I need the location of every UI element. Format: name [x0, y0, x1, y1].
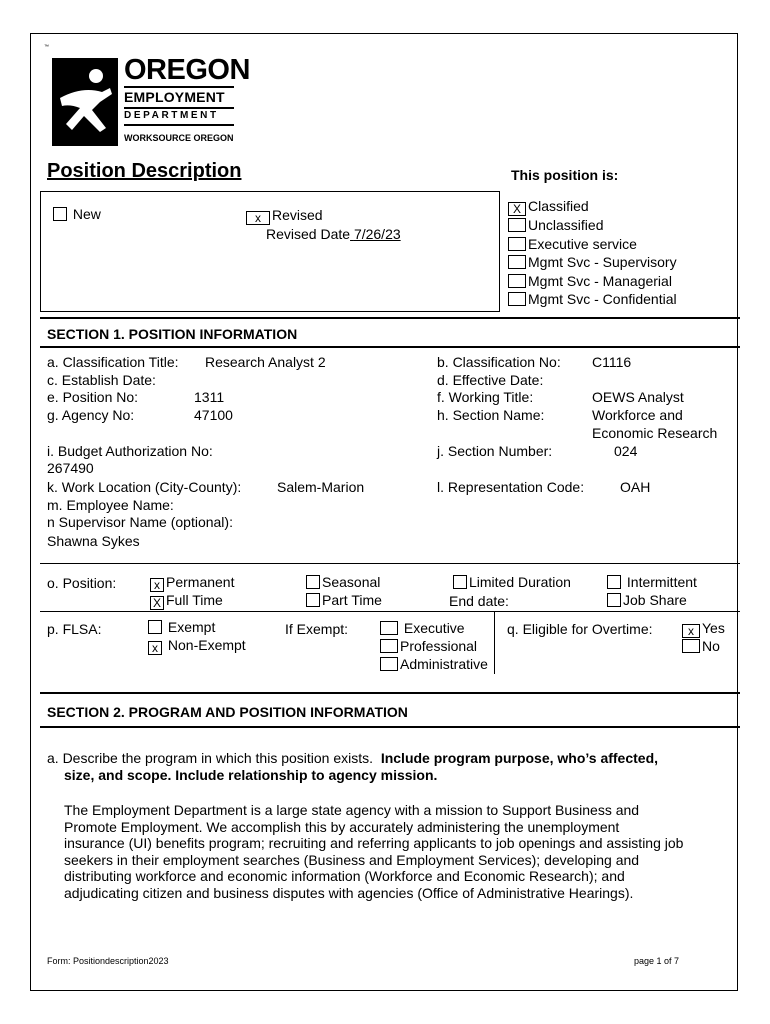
professional-option[interactable] — [380, 638, 477, 654]
overtime-no-option[interactable] — [682, 638, 720, 654]
position-type-unclassified[interactable] — [508, 216, 677, 235]
job-share-label: Job Share — [623, 592, 687, 608]
exempt-label: Exempt — [167, 619, 216, 635]
program-question-bold-2: size, and scope. Include relationship to agency mission. — [64, 767, 438, 783]
part-time-label: Part Time — [322, 592, 382, 608]
revised-label: Revised — [272, 207, 323, 223]
work-location-value: Salem-Marion — [277, 479, 365, 495]
exempt-checkbox[interactable] — [148, 620, 162, 634]
exempt-option[interactable] — [148, 619, 215, 635]
permanent-label: Permanent — [166, 574, 235, 590]
seasonal-label: Seasonal — [322, 574, 381, 590]
section2-header: SECTION 2. PROGRAM AND POSITION INFORMATION — [47, 704, 408, 720]
overtime-no-checkbox[interactable] — [682, 639, 700, 653]
revised-date-value: 7/26/23 — [353, 226, 401, 242]
permanent-option[interactable] — [150, 574, 234, 592]
overtime-yes-option[interactable] — [682, 620, 725, 638]
professional-checkbox[interactable] — [380, 639, 398, 653]
section-name-label: h. Section Name: — [437, 407, 545, 423]
revised-option[interactable] — [246, 207, 323, 225]
classification-no-value: C1116 — [592, 354, 632, 370]
footer-page-number: page 1 of 7 — [634, 956, 680, 966]
position-no-value: 1311 — [194, 389, 225, 405]
executive-label: Executive — [403, 620, 465, 636]
new-label: New — [72, 206, 101, 222]
confidential-checkbox[interactable] — [508, 292, 526, 306]
position-type-executive[interactable] — [508, 235, 677, 254]
logo-worksource: WORKSOURCE OREGON — [124, 133, 234, 143]
permanent-checkbox[interactable]: x — [150, 578, 164, 592]
limited-duration-checkbox[interactable] — [453, 575, 467, 589]
working-title-value: OEWS Analyst — [592, 389, 684, 405]
part-time-option[interactable] — [306, 592, 382, 608]
program-description-line: The Employment Department is a large state agency with a mission to Support Business and — [64, 802, 640, 818]
working-title-label: f. Working Title: — [437, 389, 534, 405]
managerial-checkbox[interactable] — [508, 274, 526, 288]
rep-code-label: l. Representation Code: — [437, 479, 585, 495]
logo-oregon: OREGON — [124, 54, 250, 86]
agency-no-label: g. Agency No: — [47, 407, 135, 423]
section-name-value-1: Workforce and — [592, 407, 683, 423]
position-label: o. Position: — [47, 575, 117, 591]
program-question-line1 — [47, 750, 658, 766]
classified-label: Classified — [528, 198, 589, 214]
work-location-label: k. Work Location (City-County): — [47, 479, 242, 495]
supervisor-name-value: Shawna Sykes — [47, 533, 140, 549]
job-share-checkbox[interactable] — [607, 593, 621, 607]
intermittent-checkbox[interactable] — [607, 575, 621, 589]
intermittent-option[interactable] — [607, 574, 697, 590]
classification-title-label: a. Classification Title: — [47, 354, 179, 370]
end-date-label: End date: — [449, 593, 509, 609]
footer-form-id: Form: Positiondescription2023 — [47, 956, 169, 966]
non-exempt-label: Non-Exempt — [167, 637, 246, 653]
revised-date-label: Revised Date — [266, 226, 351, 242]
revised-checkbox[interactable]: x — [246, 211, 270, 225]
program-description-line: distributing workforce and economic information (Workforce and Economic Research); and — [64, 868, 625, 885]
section-name-value-2: Economic Research — [592, 425, 718, 441]
rep-code-value: OAH — [620, 479, 651, 495]
seasonal-checkbox[interactable] — [306, 575, 320, 589]
supervisor-name-label: n Supervisor Name (optional): — [47, 514, 233, 530]
administrative-label: Administrative — [400, 656, 488, 672]
limited-duration-option[interactable] — [453, 574, 571, 590]
flsa-label: p. FLSA: — [47, 621, 102, 637]
section-number-value: 024 — [614, 443, 638, 459]
classified-checkbox[interactable]: X — [508, 202, 526, 216]
if-exempt-label: If Exempt: — [285, 621, 349, 637]
revised-date — [266, 226, 401, 242]
executive-service-checkbox[interactable] — [508, 237, 526, 251]
position-type-managerial[interactable] — [508, 272, 677, 291]
new-option[interactable] — [53, 206, 101, 222]
administrative-option[interactable] — [380, 656, 488, 672]
full-time-option[interactable] — [150, 592, 223, 610]
section1-header: SECTION 1. POSITION INFORMATION — [47, 326, 298, 342]
tm-mark: ™ — [44, 44, 49, 50]
position-is-label: This position is: — [511, 167, 619, 183]
position-type-confidential[interactable] — [508, 290, 677, 309]
program-description-line: seekers in their employment searches (Business and Employment Services); developing and — [64, 851, 640, 868]
program-description-line: insurance (UI) benefits program; recruiting and referring applicants to job openings and assisting job — [64, 835, 684, 852]
executive-option[interactable] — [380, 620, 465, 636]
agency-no-value: 47100 — [194, 407, 233, 423]
new-checkbox[interactable] — [53, 207, 67, 221]
program-description — [64, 802, 683, 902]
establish-date-label: c. Establish Date: — [47, 372, 156, 388]
intermittent-label: Intermittent — [626, 574, 697, 590]
classification-title-value: Research Analyst 2 — [205, 354, 326, 370]
position-type-supervisory[interactable] — [508, 253, 677, 272]
overtime-yes-label: Yes — [702, 620, 725, 636]
professional-label: Professional — [400, 638, 478, 654]
executive-service-label: Executive service — [528, 235, 637, 252]
non-exempt-checkbox[interactable]: x — [148, 641, 162, 655]
program-question-text: a. Describe the program in which this position exists. — [47, 750, 374, 766]
classification-no-label: b. Classification No: — [437, 354, 561, 370]
supervisory-checkbox[interactable] — [508, 255, 526, 269]
logo-department: DEPARTMENT — [124, 110, 219, 121]
effective-date-label: d. Effective Date: — [437, 372, 544, 388]
supervisory-label: Mgmt Svc - Supervisory — [528, 254, 677, 271]
unclassified-checkbox[interactable] — [508, 218, 526, 232]
overtime-yes-checkbox[interactable]: x — [682, 624, 700, 638]
executive-checkbox[interactable] — [380, 621, 398, 635]
logo-employment: EMPLOYMENT — [124, 89, 225, 105]
budget-auth-label: i. Budget Authorization No: — [47, 443, 213, 459]
unclassified-label: Unclassified — [528, 217, 604, 233]
employee-name-label: m. Employee Name: — [47, 497, 174, 513]
job-share-option[interactable] — [607, 592, 687, 608]
overtime-no-label: No — [702, 638, 720, 654]
limited-duration-label: Limited Duration — [469, 574, 571, 590]
confidential-label: Mgmt Svc - Confidential — [528, 291, 677, 308]
position-type-list — [508, 197, 677, 309]
section-number-label: j. Section Number: — [437, 443, 553, 459]
non-exempt-option[interactable] — [148, 637, 246, 655]
position-no-label: e. Position No: — [47, 389, 139, 405]
page-title: Position Description — [47, 160, 242, 182]
position-type-classified[interactable] — [508, 197, 677, 216]
logo-runner-icon — [52, 58, 118, 146]
program-question-bold-1: Include program purpose, who’s affected, — [380, 750, 659, 766]
seasonal-option[interactable] — [306, 574, 380, 590]
full-time-checkbox[interactable]: X — [150, 596, 164, 610]
managerial-label: Mgmt Svc - Managerial — [528, 272, 672, 289]
budget-auth-value: 267490 — [47, 460, 94, 476]
administrative-checkbox[interactable] — [380, 657, 398, 671]
full-time-label: Full Time — [166, 592, 223, 608]
program-description-line: adjudicating citizen and business disputes with agencies (Office of Administrative Hearings). — [64, 884, 634, 901]
overtime-label: q. Eligible for Overtime: — [507, 621, 653, 637]
program-description-line: Promote Employment. We accomplish this by accurately administering the unemployment — [64, 818, 620, 835]
part-time-checkbox[interactable] — [306, 593, 320, 607]
